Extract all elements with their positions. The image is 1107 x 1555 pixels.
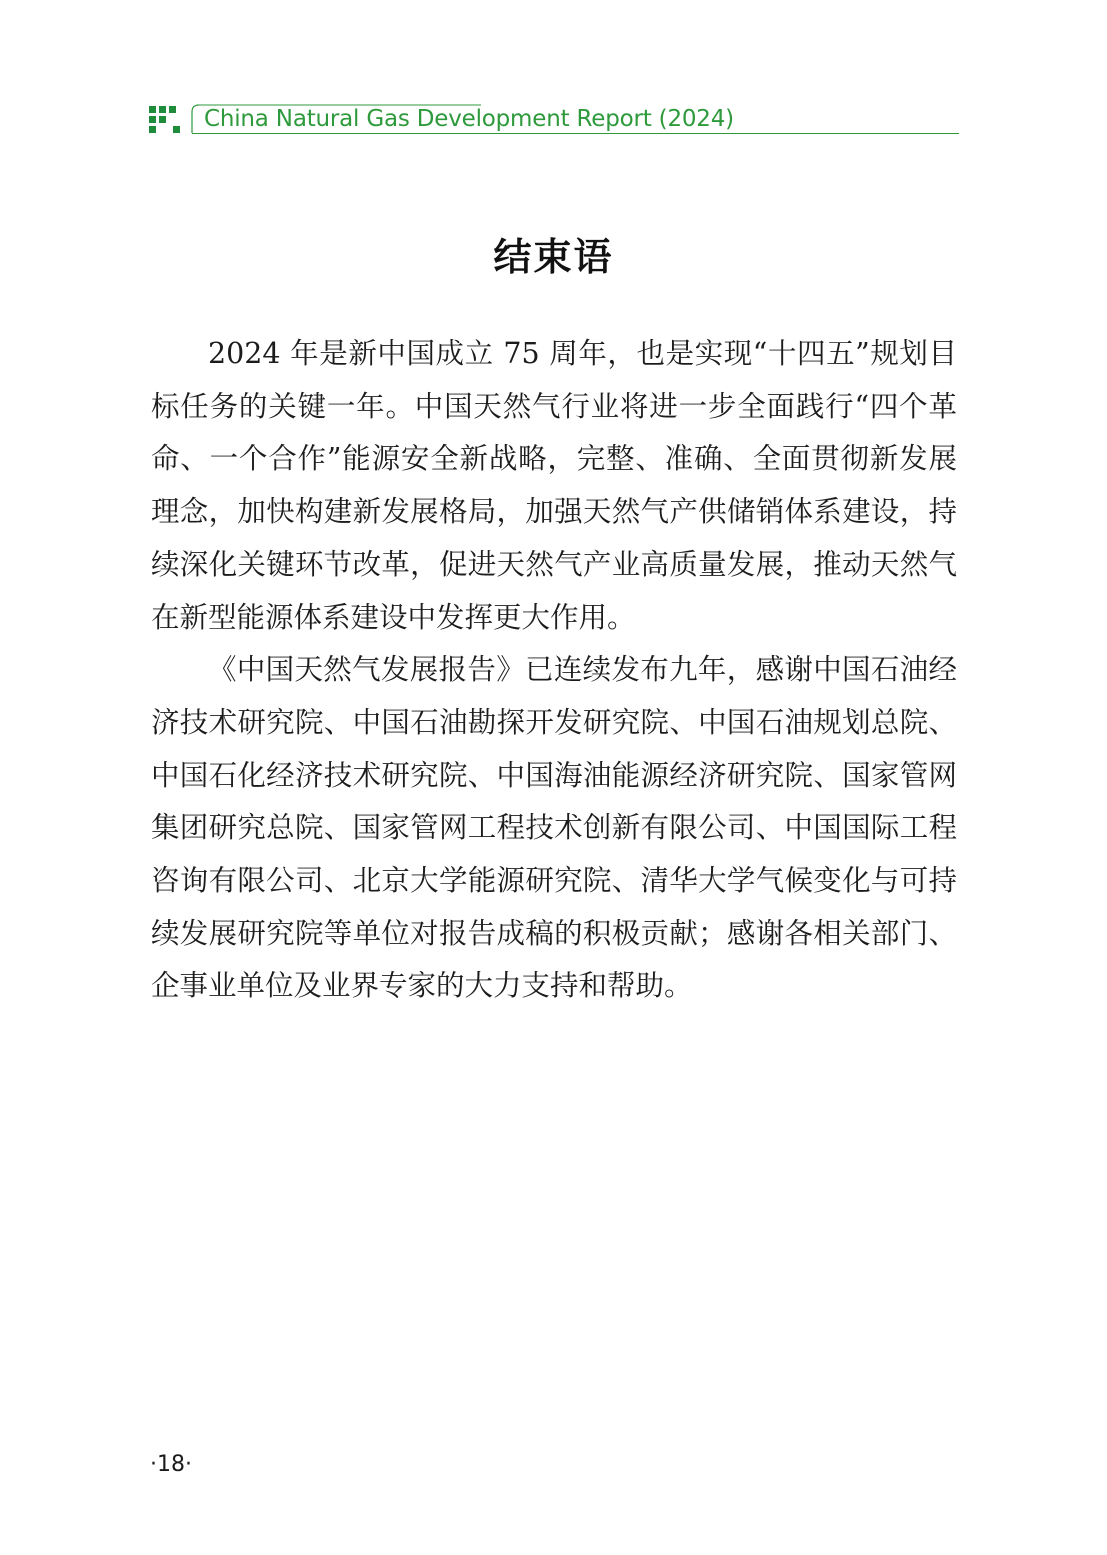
page-number: ·18·	[150, 1452, 192, 1477]
running-header	[149, 100, 959, 140]
paragraph: 2024 年是新中国成立 75 周年，也是实现“十四五”规划目标任务的关键一年。中国天然气行业将进一步全面践行“四个革命、一个合作”能源安全新战略，完整、准确、全面贯彻新发展理念，加快构建新发展格局，加强天然气产供储销体系建设，持续深化关键环节改革，促进天然气产业高质量发展，推动天然气在新型能源体系建设中发挥更大作用。	[151, 337, 957, 634]
report-title: China Natural Gas Development Report (2024)	[204, 106, 734, 132]
page-title: 结束语	[493, 235, 614, 279]
pixel-grid-logo-icon	[149, 104, 181, 136]
paragraph: 《中国天然气发展报告》已连续发布九年，感谢中国石油经济技术研究院、中国石油勘探开发研究院、中国石油规划总院、中国石化经济技术研究院、中国海油能源经济研究院、国家管网集团研究总院、国家管网工程技术创新有限公司、中国国际工程咨询有限公司、北京大学能源研究院、清华大学气候变化与可持续发展研究院等单位对报告成稿的积极贡献；感谢各相关部门、企事业单位及业界专家的大力支持和帮助。	[151, 653, 957, 1003]
body-text	[151, 328, 957, 1013]
